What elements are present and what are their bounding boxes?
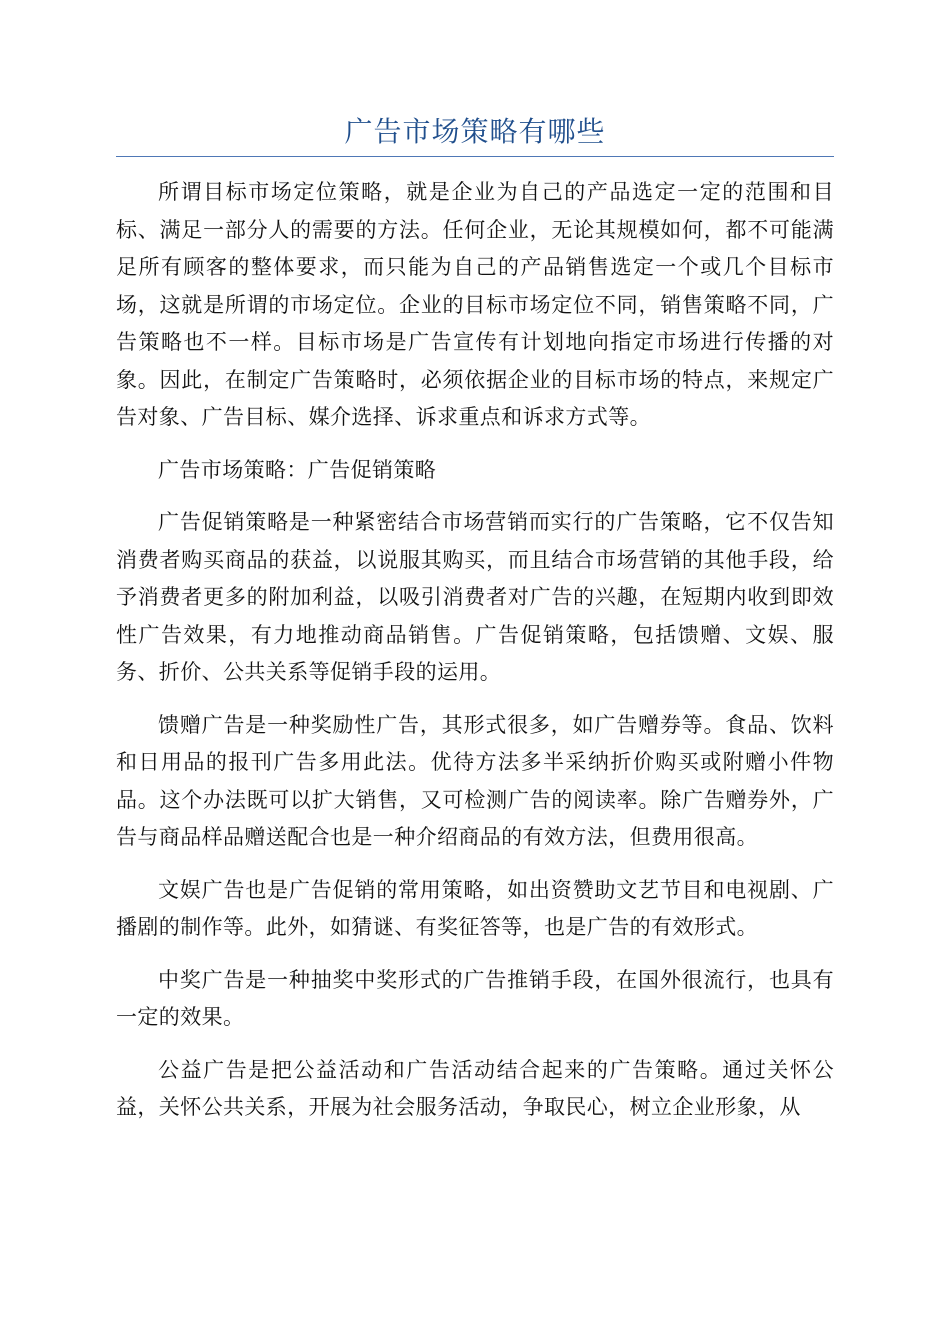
paragraph-public-welfare-advertising: 公益广告是把公益活动和广告活动结合起来的广告策略。通过关怀公益，关怀公共关系，开展为社会服务活动，争取民心，树立企业形象，从	[116, 1057, 834, 1119]
paragraph-target-market: 所谓目标市场定位策略，就是企业为自己的产品选定一定的范围和目标、满足一部分人的需要的方法。任何企业，无论其规模如何，都不可能满足所有顾客的整体要求，而只能为自己的产品销售选定一个或几个目标市场，这就是所谓的市场定位。企业的目标市场定位不同，销售策略不同，广告策略也不一样。目标市场是广告宣传有计划地向指定市场进行传播的对象。因此，在制定广告策略时，必须依据企业的目标市场的特点，来规定广告对象、广告目标、媒介选择、诉求重点和诉求方式等。	[116, 180, 834, 429]
section-heading-promotion: 广告市场策略：广告促销策略	[158, 457, 437, 482]
paragraph-promotion-strategy: 广告促销策略是一种紧密结合市场营销而实行的广告策略，它不仅告知消费者购买商品的获益，以说服其购买，而且结合市场营销的其他手段，给予消费者更多的附加利益，以吸引消费者对广告的兴趣，在短期内收到即效性广告效果，有力地推动商品销售。广告促销策略，包括馈赠、文娱、服务、折价、公共关系等促销手段的运用。	[116, 510, 834, 684]
document-title: 广告市场策略有哪些	[344, 115, 606, 148]
title-block	[116, 108, 834, 157]
document-body	[116, 174, 834, 1142]
paragraph-gift-advertising: 馈赠广告是一种奖励性广告，其形式很多，如广告赠券等。食品、饮料和日用品的报刊广告多用此法。优待方法多半采纳折价购买或附赠小件物品。这个办法既可以扩大销售，又可检测广告的阅读率。除广告赠券外，广告与商品样品赠送配合也是一种介绍商品的有效方法，但费用很高。	[116, 712, 834, 849]
paragraph-lottery-advertising: 中奖广告是一种抽奖中奖形式的广告推销手段，在国外很流行，也具有一定的效果。	[116, 967, 834, 1029]
paragraph-entertainment-advertising: 文娱广告也是广告促销的常用策略，如出资赞助文艺节目和电视剧、广播剧的制作等。此外，如猜谜、有奖征答等，也是广告的有效形式。	[116, 877, 834, 939]
